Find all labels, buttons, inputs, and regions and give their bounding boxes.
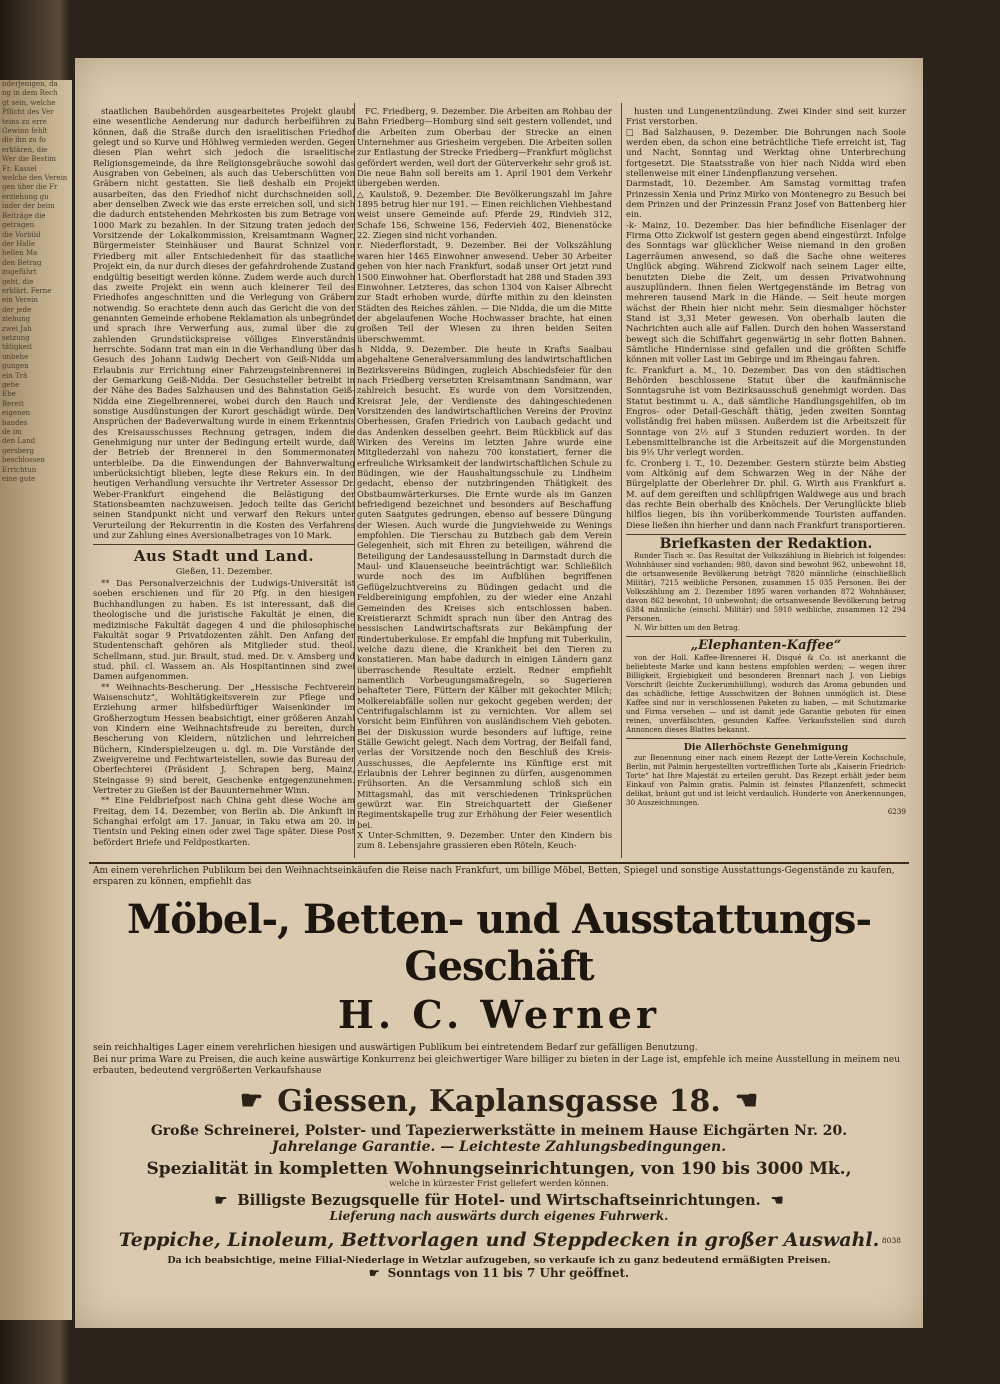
- genehmigung-title: Die Allerhöchste Genehmigung: [683, 741, 849, 753]
- newspaper-page: [75, 58, 923, 1328]
- column-rule: [621, 103, 622, 858]
- previous-page-line: setzung: [2, 333, 30, 342]
- pointing-hand-right-icon: ☛: [214, 1191, 228, 1209]
- divider: [626, 534, 906, 535]
- previous-page-line: die Vorbild: [2, 230, 41, 239]
- pointing-hand-left-icon: ☚: [770, 1191, 784, 1209]
- previous-page-line: der Halle: [2, 239, 36, 248]
- previous-page-line: nderjenigen, da: [2, 80, 58, 88]
- article-text: FC. Friedberg, 9. Dezember. Die Arbeiten am Rohbau der Bahn Friedberg—Homburg sind seit gestern vollendet, und die Arbeiten zum Oberbau der Strecke an einen Unternehmer aus Griesheim vergeben. Die Arbeiten sollen zur Entlastung der Strecke Friedberg—Frankfurt möglichst gefördert werden, weil dort der Güterverkehr sehr groß ist. Die neue Bahn soll bereits am 1. April 1901 dem Verkehr übergeben werden. △ Kaulstoß, 9. Dezember. Die Bevölkerungszahl im Jahre 1895 betrug hier nur 191. — Einen reichlichen Viehbestand weist unsere Gemeinde auf: Pferde 29, Rindvieh 312, Schafe 156, Schweine 156, Federvieh 402, Bienenstöcke 22. Ziegen sind nicht vorhanden. r. Niederflorstadt, 9. Dezember. Bei der Volkszählung waren hier 1465 Einwohner anwesend. Ueber 30 Arbeiter gehen von hier nach Frankfurt, sodaß unser Ort jetzt rund 1500 Einwohner hat. Oberflorstadt hat 288 und Staden 393 Einwohner. Letzteres, das schon 1304 von Kaiser Albrecht zur Stadt erhoben wurde, dürfte mithin zu den kleinsten Städten des Reiches zählen. — Die Nidda, die um die Mitte der abgelaufenen Woche Hochwasser brachte, hat einen großen Teil der Wiesen zu ihren beiden Seiten überschwemmt. h Nidda, 9. Dezember. Die heute in Krafts Saalbau abgehaltene Generalversammlung des landwirtschaftlichen Bezirksvereins Büdingen, zugleich Abschiedsfeier für den nach Friedberg versetzten Kreisamtmann Sandmann, war zahlreich besucht. Es wurde von dem Vorsitzenden, Kreisrat Jele, der Verdienste des dahingeschiedenen Vorsitzenden des landwirtschaftlichen Vereins der Provinz Oberhessen, Grafen Friedrich von Laubach gedacht und das Andenken desselben geehrt. Beim Rückblick auf das Wirken des Vereins im letzten Jahre wurde eine Mitgliederzahl von nahezu 700 konstatiert, ferner die erfreuliche Wirksamkeit der landwirtschaftlichen Schule zu Büdingen, wie der Haushaltungsschule zu Lindheim gedacht, ebenso der nutzbringenden Thätigkeit des Obstbaumwärterkurses. Die Ernte wurde als im Ganzen befriedigend bezeichnet und besonders auf Beschaffung guten Saatgutes gedrungen, ebenso auf bessere Düngung der Wiesen. Auch wurde die Jungviehweide zu Wenings empfohlen. Die Tierschau zu Butzbach gab dem Verein Gelegenheit, sich mit Ehren zu beteiligen, während die Beteiligung der Landesausstellung in Darmstadt durch die Maul- und Klauenseuche beeinträchtigt war. Schließlich wurde noch des im Aufblühen begriffenen Geflügelzuchtvereins zu Büdingen gedacht und die Feldbereinigung empfohlen, zu der wieder eine Anzahl Gemeinden des Kreises sich entschlossen haben. Kreistierarzt Schmidt sprach nun über den Antrag des hessischen Landwirtschaftsrats zur Bekämpfung der Rindertuberkulose. Er empfahl die Impfung mit Tuberkulin, welche dazu diene, die Krankheit bei den Tieren zu konstatieren. Man habe dadurch in einigen Ländern ganz überraschende Resultate erzielt. Redner empfiehlt namentlich Vorbeugungsmaßregeln, so Sugerieren behafteter Tiere, Füttern der Kälber mit gekochter Milch; Molkereiabfälle sollen nur gekocht gegeben werden; der Centrifugalschlamm ist zu vernichten. Vor allem sei Vorsicht beim Einführen von ausländischem Vieh geboten. Bei der Diskussion wurde besonders auf luftige, reine Ställe Gewicht gelegt. Nach dem Vortrag, der Beifall fand, verlas der Vorsitzende noch den Beschluß des Kreis-Ausschusses, die Aepfelernte ins Künftige erst mit Erlaubnis der Lehrer beginnen zu dürfen, ausgenommen Frühsorten. An die Versammlung schloß sich ein Mittagsmahl, das mit verschiedenen Trinksprüchen gewürzt war. Ein Streichquartett der Gießener Regimentskapelle trug zur Erhöhung der Feier wesentlich bei. X Unter-Schmitten, 9. Dezember. Unter den Kindern bis zum 8. Lebensjahre grassieren eben Röteln, Keuch-: [357, 106, 612, 851]
- divider: [93, 544, 355, 545]
- article-text: ** Weihnachts-Bescherung. Der „Hessische Fechtverein Waisenschutz“, Wohltätigkeitsverein zur Pflege und Erziehung armer hilfsbedürftiger Waisenkinder im Großherzogtum Hessen beabsichtigt, einer größeren Anzahl von Kindern eine Weihnachtsfreude zu bereiten, durch Bescherung von Kleidern, nützlichen und lehrreichen Büchern, Kinderspielzeugen u. dgl. m. Die Vorstände der Zweigvereine und Fechtwarteistellen, sowie das Bureau der Oberfechterei (Präsident J. Schrapen berg, Mainz, Steingasse 9) sind bereit, Geschenke entgegenzunehmen. Vertreter zu Gießen ist der Bauunternehmer Winn.: [93, 681, 355, 795]
- column-middle: [357, 106, 612, 851]
- previous-page-line: eine gute: [2, 475, 36, 484]
- pointing-hand-left-icon: ☚: [734, 1086, 759, 1116]
- previous-page-line: zwei Jah: [2, 324, 32, 333]
- ad-lieferung: Lieferung nach auswärts durch eigenes Fuhrwerk.: [329, 1208, 669, 1223]
- previous-page-edge: [0, 80, 72, 1320]
- previous-page-line: erklären, die: [2, 145, 48, 154]
- ad-company-name: H. C. Werner: [338, 992, 660, 1037]
- ad-address: Giessen, Kaplansgasse 18.: [277, 1083, 721, 1119]
- werner-advertisement: [93, 866, 905, 1280]
- previous-page-line: unbehe: [2, 352, 29, 361]
- column-right: [626, 106, 906, 816]
- ad-line: sein reichhaltiges Lager einem verehrlichen hiesigen und auswärtigen Publikum bei eintretendem Bedarf zur gefälligen Benutzung.: [93, 1043, 698, 1053]
- divider: [626, 738, 906, 739]
- previous-page-line: gen über die Fr: [2, 183, 58, 192]
- previous-page-line: gehe: [2, 381, 20, 389]
- pointing-hand-right-icon: ☛: [368, 1265, 380, 1280]
- pointing-hand-right-icon: ☛: [239, 1086, 264, 1116]
- ad-sonntags: Sonntags von 11 bis 7 Uhr geöffnet.: [387, 1265, 630, 1280]
- ad-address-row: [93, 1084, 905, 1119]
- ad-spezialitaet-note: welche in kürzester Frist geliefert werden können.: [389, 1178, 609, 1189]
- previous-page-line: tätigkeit: [2, 343, 32, 352]
- previous-page-line: inder der beim: [2, 202, 55, 211]
- previous-page-line: geht, die: [2, 277, 34, 286]
- previous-page-line: bandes: [2, 418, 28, 427]
- ad-bezugsquelle: Billigste Bezugsquelle für Hotel- und Wirtschaftseinrichtungen.: [237, 1191, 761, 1209]
- previous-page-line: Errichtun: [2, 465, 37, 474]
- column-left: [93, 106, 355, 847]
- previous-page-line: zugeführt: [2, 268, 37, 277]
- previous-page-line: gungen: [2, 362, 29, 371]
- ad-spezialitaet: Spezialität in kompletten Wohnungseinrichtungen, von 190 bis 3000 Mk.,: [146, 1158, 852, 1179]
- ad-headline: Möbel-, Betten- und Ausstattungs-Geschäft: [126, 896, 872, 990]
- ad-number: 6239: [887, 807, 906, 817]
- ad-filial: Da ich beabsichtige, meine Filial-Niederlage in Wetzlar aufzugeben, so verkaufe ich zu ganz bedeutend ermäßigten Preisen.: [167, 1254, 831, 1266]
- previous-page-line: hellen Ma: [2, 249, 38, 258]
- ad-sonntags-row: [93, 1266, 905, 1280]
- previous-page-line: ein Trä: [2, 371, 28, 380]
- dateline: Gießen, 11. Dezember.: [175, 565, 273, 576]
- previous-page-line: erklärt. Ferne: [2, 286, 52, 295]
- previous-page-line: erziehung gu: [2, 192, 49, 201]
- previous-page-line: der jede: [2, 305, 32, 314]
- elephant-kaffee-title: „Elephanten-Kaffee“: [690, 638, 842, 654]
- previous-page-line: getragen: [2, 221, 35, 230]
- briefkasten-text: Runder Tisch ꝛc. Das Resultat der Volkszählung in Biebrich ist folgendes: Wohnhäuser sind vorhanden: 980, davon sind bewohnt 962, unbewohnt 18, die ortsanwesende Bevölkerung beträgt 7820 männliche (einschließlich Militär), 7215 weibliche Personen, zusammen 15 035 Personen. Bei der Volkszählung am 2. Dezember 1895 waren vorhanden 872 Wohnhäuser, davon 862 bewohnt, 10 unbewohnt; die ortsanwesende Bevölkerung betrug 6384 männliche (einschl. Militär) und 5910 weibliche, zusammen 12 294 Personen.: [626, 551, 906, 624]
- ad-teppiche: Teppiche, Linoleum, Bettvorlagen und Steppdecken in großer Auswahl.: [118, 1228, 880, 1251]
- article-text: ** Eine Feldbriefpost nach China geht diese Woche am Freitag, dem 14. Dezember, von Berlin ab. Die Ankunft in Schanghai erfolgt am 17. Januar, in Taku etwa am 20. in Tientsin und Peking einen oder zwei Tage später. Diese Post befördert Briefe und Feldpostkarten.: [93, 795, 355, 847]
- briefkasten-title: Briefkasten der Redaktion.: [659, 536, 873, 553]
- ad-bezug-row: [93, 1192, 905, 1209]
- previous-page-line: ziehung: [2, 315, 31, 324]
- previous-page-line: gersberg: [2, 446, 35, 455]
- previous-page-line: eigenen: [2, 409, 31, 418]
- article-text: staatlichen Baubehörden ausgearbeitetes Projekt glaubt eine wesentliche Aenderung nur dadurch herbeiführen zu können, daß die Straße durch den israelitischen Friedhof gelegt und so Kurve und Höhlweg vermieden werden. Gegen diesen Plan wehrt sich jedoch die israelitische Religionsgemeinde, da ihre Religionsgebräuche sowohl das Ausgraben von Gebeinen, als auch das Ueberschütten von Gräbern nicht gestatten. Sie ließ deshalb ein Projekt ausarbeiten, das den Friedhof nicht durchschneiden soll, aber denselben Zweck wie das erste erreichen soll, und sich die dadurch entstehenden Mehrkosten bis zum Betrage von 1000 Mark zu bezahlen. In der Sitzung traten jedoch der Vorsitzende der Lokalkommission, Kreisamtmann Wagner, Bürgermeister Steinhäuser und Baurat Schnizel von Friedberg mit aller Entschiedenheit für das staatliche Projekt ein, da nur durch dieses der gefahrdrohende Zustand endgültig beseitigt werden könne. Zudem werde auch durch das zweite Projekt ein wenn auch kleinerer Teil des Friedhofes angeschnitten und die Verlegung von Gräbern notwendig. So erachtete denn auch das Gericht die von der genannten Gemeinde erhobene Reklamation als unbegründet und sprach ihre Verwerfung aus, zumal über die zu zahlenden Grundstückspreise völliges Einverständnis herrschte. Sodann trat man ein in die Verhandlung über das Gesuch des Johann Ludwig Dechert von Geiß-Nidda um Erlaubnis zur Errichtung einer Fahrzeugsteinbrennerei in der Gemarkung Geiß-Nidda. Der Gesuchsteller betreibt in der Nähe des Bades Salzhausen und des Bahnstation Geiß-Nidda eine Ziegelbrennerei, wobei durch den Rauch und sonstige Ausdünstungen der Kurort geschädigt würde. Den Ansprüchen der Badeverwaltung wurde in einem Erkenntnis des Kreisausschusses Rechnung getragen, indem die Genehmigung nur unter der Bedingung erteilt wurde, daß der Betrieb der Brennerei in den Sommermonaten unterbleibe. Da die Einwendungen der Bahnverwaltung unberücksichtigt blieben, legte diese Rekurs ein. In der heutigen Verhandlung versuchte ihr Vertreter Assessor Dr. Weber-Frankfurt eingehend die Belästigung der Stationsbeamten nachzuweisen. Jedoch teilte das Gericht seinen Standpunkt nicht und verwarf den Rekurs unter Verurteilung der Rekurrentin in die Kosten des Verfahrens und zur Zahlung eines Aversionalbetrages von 10 Mark.: [93, 106, 355, 541]
- section-title: Aus Stadt und Land.: [133, 547, 315, 566]
- previous-page-line: den Betrag: [2, 258, 42, 267]
- previous-page-line: Ebe: [2, 390, 16, 399]
- article-text: husten und Lungenentzündung. Zwei Kinder sind seit kurzer Frist verstorben. □ Bad Salzhausen, 9. Dezember. Die Bohrungen nach Soole werden eben, da schon eine beträchtliche Tiefe erreicht ist, Tag und Nacht, Sonntag und Werktag ohne Unterbrechung fortgesetzt. Die Staatsstraße von hier nach Nidda wird eben stellenweise mit einer Lindenpflanzung versehen. Darmstadt, 10. Dezember. Am Samstag vormittag trafen Prinzessin Xenia und Prinz Mirko von Montenegro zu Besuch bei dem Prinzen und der Prinzessin Franz Josef von Battenberg hier ein. -k- Mainz, 10. Dezember. Das hier befindliche Eisenlager der Firma Otto Zickwolf ist gestern gegen abend eingestürzt. Infolge des Sonntags war glücklicher Weise niemand in den großen Lagerräumen anwesend, so daß die Sache ohne weiteres Unglück abging. Während Zickwolf nach seinem Lager eilte, benutzten Diebe die Zeit, um dessen Privatwohnung auszuplündern. Ihnen fielen Wertgegenstände im Betrag von mehreren tausend Mark in die Hände. — Seit heute morgen wächst der Rhein hier nicht mehr. Sein diesmaliger höchster Stand ist 3,31 Meter gewesen. Von oberhalb lauten die Nachrichten auch alle auf Fallen. Durch den hohen Wasserstand bewegt sich die Schiffahrt gegenwärtig in sehr flotten Bahnen. Sämtliche Hindernisse sind gefallen und die größten Schiffe können mit voller Last im Gebirge und im Rheingau fahren. fc. Frankfurt a. M., 10. Dezember. Das von den städtischen Behörden beschlossene Statut über die kaufmännische Sonntagsruhe ist vom Bezirksausschuß genehmigt worden. Das Statut bestimmt u. A., daß sämtliche Handlungsgehilfen, ob im Engros- oder Detail-Geschäft thätig, jeden zweiten Sonntag vollständig frei haben müssen. Außerdem ist die Arbeitszeit für Sonntage von 2½ auf 3 Stunden reduziert worden. In der Lebensmittelbranche ist die Arbeitszeit auf die Morgenstunden bis 9½ Uhr verlegt worden. fc. Cronberg i. T., 10. Dezember. Gestern stürzte beim Abstieg vom Altkönig auf dem Schwarzen Weg in der Nähe der Bürgelplatte der Oberlehrer Dr. phil. G. Wirth aus Frankfurt a. M. auf dem gereiften und schlüpfrigen Waldwege aus und brach das rechte Bein oberhalb des Knöchels. Der Verunglückte blieb hilflos liegen, bis ihn vorüberkommende Touristen auffanden. Diese ließen ihn hierher und dann nach Frankfurt transportieren.: [626, 106, 906, 530]
- previous-page-line: Fr. Kassel: [2, 164, 37, 173]
- ad-line: Bei nur prima Ware zu Preisen, die auch keine auswärtige Konkurrenz bei gleichwertiger Ware billiger zu bieten in der Lage ist, empfehle ich meine Ausstellung in meinem neu erbauten, bedeutend vergrößerten Verkaufshause: [93, 1054, 900, 1076]
- previous-page-line: die ihn zu fo: [2, 136, 46, 145]
- previous-page-line: Gewinn fehlt: [2, 127, 48, 136]
- briefkasten-sign: N. Wir bitten um den Betrag.: [634, 623, 741, 633]
- previous-page-line: Beiträge die: [2, 211, 46, 220]
- previous-page-line: Pflicht des Ver: [2, 108, 54, 117]
- previous-page-text: [0, 80, 72, 484]
- previous-page-line: beschlossen: [2, 456, 45, 465]
- previous-page-line: teins zu erre: [2, 117, 47, 126]
- ad-number: 8038: [881, 1236, 901, 1245]
- ad-intro: Am einem verehrlichen Publikum bei den Weihnachtseinkäufen die Reise nach Frankfurt, um billige Möbel, Betten, Spiegel und sonstige Ausstattungs-Gegenstände zu kaufen, ersparen zu können, empfiehlt das: [93, 866, 895, 887]
- ad-workshop: Große Schreinerei, Polster- und Tapezierwerkstätte in meinem Hause Eichgärten Nr. 20.: [150, 1122, 848, 1139]
- ad-guarantee: Jahrelange Garantie. — Leichteste Zahlungsbedingungen.: [271, 1138, 727, 1155]
- previous-page-line: ng in dem Rech: [2, 89, 58, 98]
- previous-page-line: den Land: [2, 437, 36, 446]
- previous-page-line: ein Verein: [2, 296, 38, 305]
- elephant-kaffee-text: von der Holl. Kaffee-Brennerei H. Disqué & Co. ist anerkannt die beliebteste Marke und kann bestens empfohlen werden; — wegen ihrer Billigkeit, Ergiebigkeit und besonderen Brennart nach J. von Liebigs Vorschrift (leichte Zuckerumhüllung), wodurch das Aroma gebunden und das schädliche, fettige Ausschwitzen der Bohnen unmöglich ist. Diese Kaffee sind nur in verschlossenen Paketen zu haben, — mit Schutzmarke und Firma versehen — und ist damit jede Garantie geboten für einen reinen, unverfälschten, gesunden Kaffee. Verkaufsstellen sind durch Annoncen dieses Blattes bekannt.: [626, 652, 906, 734]
- divider: [626, 636, 906, 637]
- previous-page-line: Wer die Bestim: [2, 155, 56, 164]
- previous-page-line: de im: [2, 428, 22, 437]
- previous-page-line: gt sein, welche: [2, 98, 56, 107]
- article-text: ** Das Personalverzeichnis der Ludwigs-Universität ist soeben erschienen und für 20 Pfg. in den hiesigen Buchhandlungen zu haben. Es ist interessant, daß die theologische und die juristische Fakultät je einen, die medizinische Fakultät dagegen 4 und die philosophische Fakultät sogar 9 Privatdozenten zählt. Den Anfang der Studentenschaft gehören als Mitglieder stud. theol. Schellmann, stud. jur. Brault, stud. med. Dr. v. Amsberg und stud. phil. cl. Wassem an. Als Hospitantinnen sind zwei Damen aufgenommen.: [93, 578, 355, 682]
- genehmigung-text: zur Benennung einer nach einem Rezept der Lotte-Verein Kochschule, Berlin, mit Palmin hergestellten vortrefflichen Torte als „Kaiserin Friedrich-Torte“ hat Ihre Majestät zu erteilen geruht. Das Rezept erhält jeder beim Einkauf von Palmin gratis. Palmin ist feinstes Pflanzenfett, schmeckt delikat, bräunt gut und ist leicht verdaulich. Hunderte von Anerkennungen, 30 Auszeichnungen.: [626, 753, 906, 808]
- previous-page-line: welche den Verein: [2, 174, 68, 183]
- ad-top-rule: [89, 862, 909, 864]
- previous-page-line: Bereit: [2, 399, 24, 408]
